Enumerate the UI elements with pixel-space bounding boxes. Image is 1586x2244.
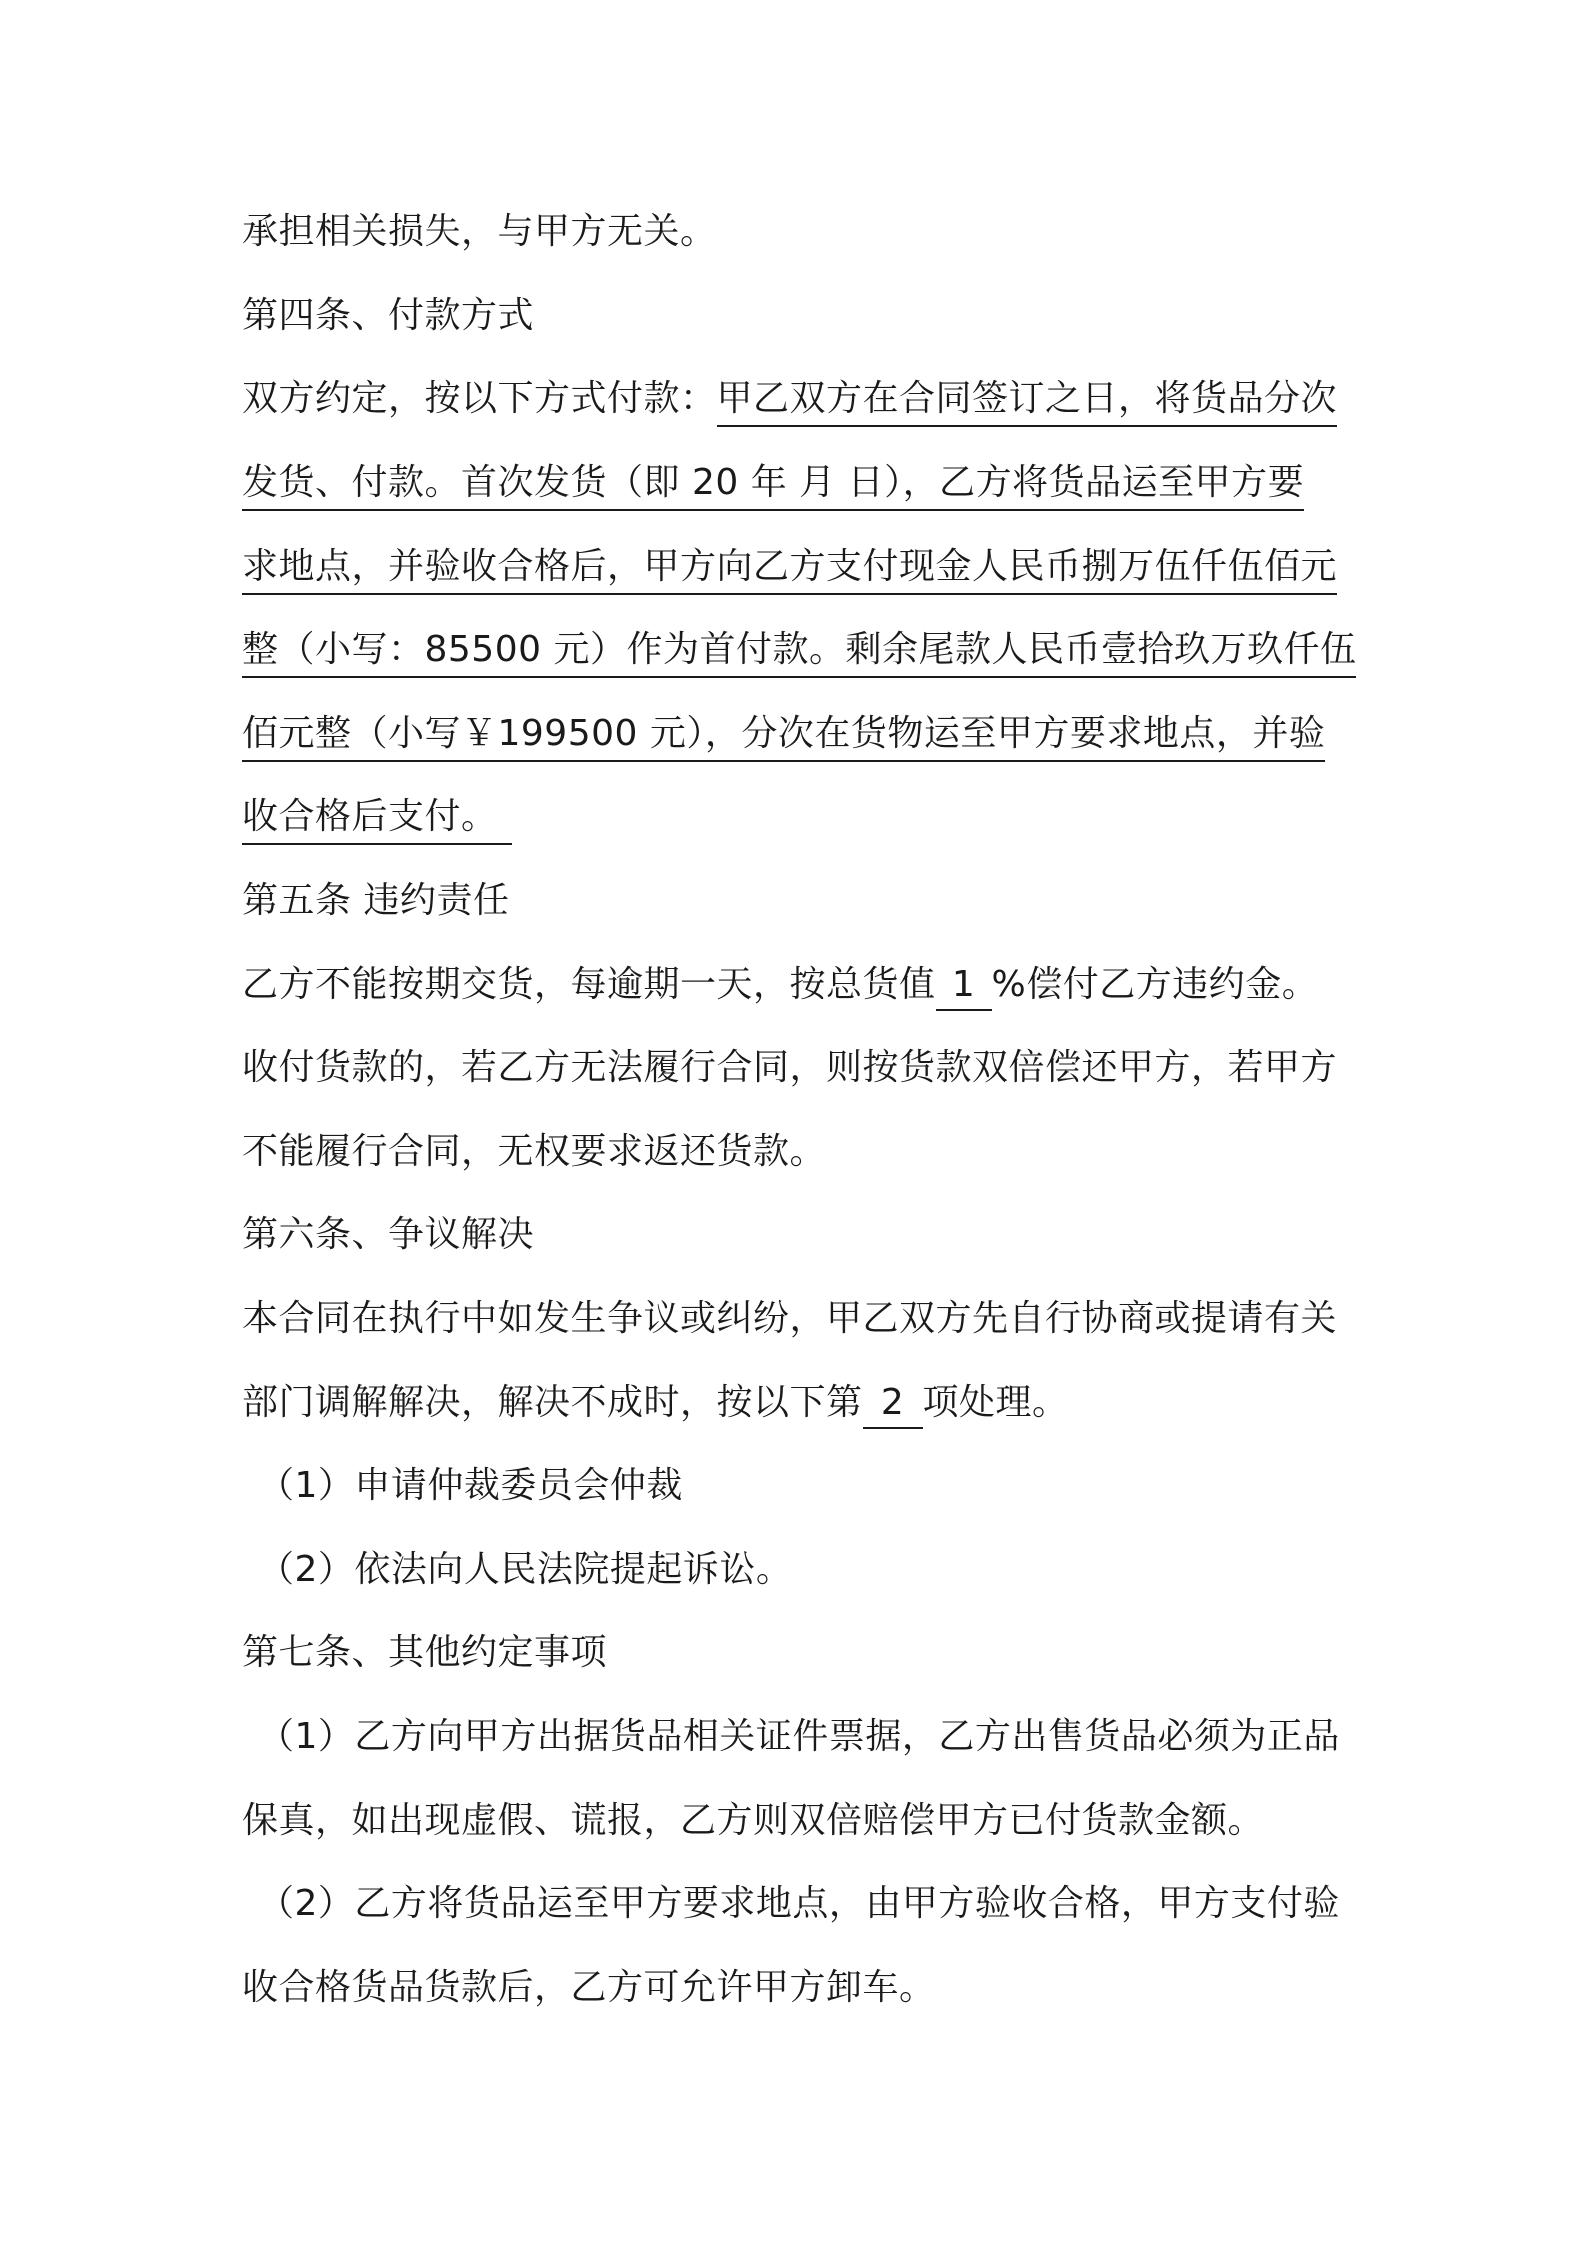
text-line: [242, 1379, 1069, 1429]
text-segment: 项处理。: [922, 1382, 1069, 1423]
filled-blank-percent: 1: [936, 965, 992, 1011]
text-segment: 部门调解解决，解决不成时，按以下第: [242, 1382, 863, 1423]
text-line: 保真，如出现虚假、谎报，乙方则双倍赔偿甲方已付货款金额。: [242, 1800, 1265, 1841]
text-segment: %偿付乙方违约金。: [991, 964, 1319, 1005]
text-line: [242, 459, 1304, 507]
text-line: [242, 961, 1318, 1011]
text-segment: 乙方不能按期交货，每逾期一天，按总货值: [242, 964, 936, 1005]
text-line: 不能履行合同，无权要求返还货款。: [242, 1131, 827, 1172]
list-item: （2）依法向人民法院提起诉讼。: [258, 1549, 793, 1590]
section-heading-dispute: 第六条、争议解决: [242, 1214, 535, 1255]
text-line: 收付货款的，若乙方无法履行合同，则按货款双倍偿还甲方，若甲方: [242, 1047, 1338, 1088]
section-heading-breach: 第五条 违约责任: [242, 880, 510, 921]
underlined-clause: 发货、付款。首次发货（即 20 年 月 日），乙方将货品运至甲方要: [242, 462, 1304, 511]
underlined-clause: 佰元整（小写￥199500 元），分次在货物运至甲方要求地点，并验: [242, 713, 1325, 762]
text-line: [242, 710, 1325, 758]
underlined-clause: 整（小写：85500 元）作为首付款。剩余尾款人民币壹拾玖万玖仟伍: [242, 629, 1356, 678]
text-line: 承担相关损失，与甲方无关。: [242, 211, 717, 252]
underlined-clause: 甲乙双方在合同签订之日，将货品分次: [717, 378, 1338, 427]
section-heading-payment: 第四条、付款方式: [242, 295, 535, 336]
list-item: （1）申请仲裁委员会仲裁: [258, 1465, 683, 1506]
underlined-clause: 求地点，并验收合格后，甲方向乙方支付现金人民币捌万伍仟伍佰元: [242, 546, 1337, 595]
list-item: （1）乙方向甲方出据货品相关证件票据，乙方出售货品必须为正品: [258, 1716, 1340, 1757]
list-item: （2）乙方将货品运至甲方要求地点，由甲方验收合格，甲方支付验: [258, 1883, 1340, 1924]
filled-blank-item: 2: [863, 1383, 923, 1429]
underlined-clause: 收合格后支付。: [242, 796, 512, 845]
text-line: 本合同在执行中如发生争议或纠纷，甲乙双方先自行协商或提请有关: [242, 1298, 1338, 1339]
text-line: [242, 793, 512, 841]
text-line: [242, 543, 1337, 591]
text-line: [242, 375, 1337, 423]
text-segment: 双方约定，按以下方式付款：: [242, 378, 717, 419]
text-line: 收合格货品货款后，乙方可允许甲方卸车。: [242, 1967, 936, 2008]
section-heading-other: 第七条、其他约定事项: [242, 1632, 608, 1673]
text-line: [242, 626, 1356, 674]
